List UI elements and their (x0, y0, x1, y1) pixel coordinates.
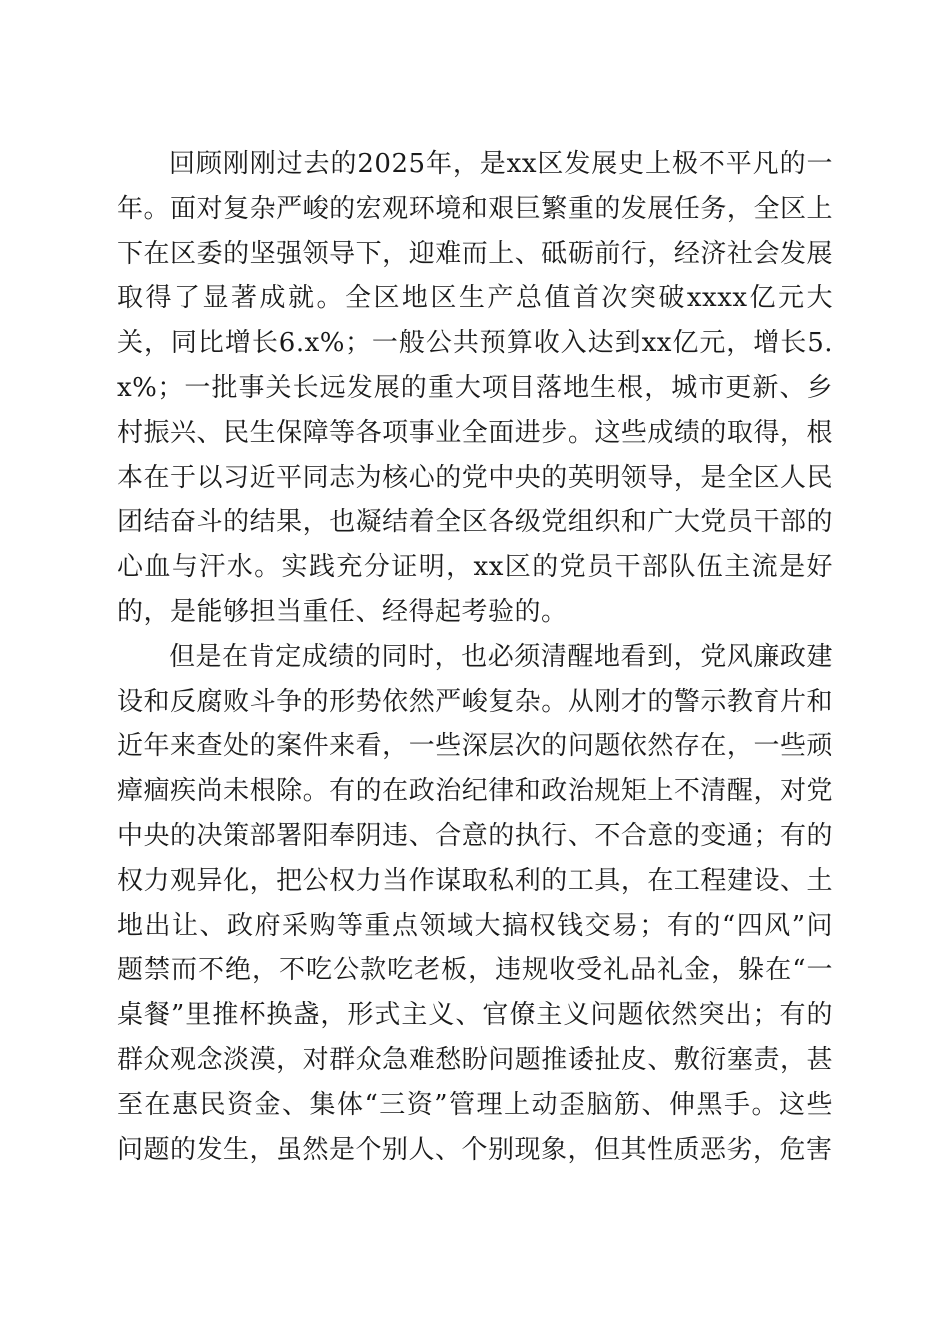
paragraph-2: 但是在肯定成绩的同时，也必须清醒地看到，党风廉政建设和反腐败斗争的形势依然严峻复杂。从刚才的警示教育片和近年来查处的案件来看，一些深层次的问题依然存在，一些顽瘴痼疾尚未根除。有的在政治纪律和政治规矩上不清醒，对党中央的决策部署阳奉阴违、合意的执行、不合意的变通；有的权力观异化，把公权力当作谋取私利的工具，在工程建设、土地出让、政府采购等重点领域大搞权钱交易；有的“四风”问题禁而不绝，不吃公款吃老板，违规收受礼品礼金，躲在“一桌餐”里推杯换盏，形式主义、官僚主义问题依然突出；有的群众观念淡漠，对群众急难愁盼问题推诿扯皮、敷衍塞责，甚至在惠民资金、集体“三资”管理上动歪脑筋、伸黑手。这些问题的发生，虽然是个别人、个别现象，但其性质恶劣，危害 (117, 641, 833, 1165)
paragraph-1: 回顾刚刚过去的2025年，是xx区发展史上极不平凡的一年。面对复杂严峻的宏观环境和艰巨繁重的发展任务，全区上下在区委的坚强领导下，迎难而上、砥砺前行，经济社会发展取得了显著成就。全区地区生产总值首次突破xxxx亿元大关，同比增长6.x%；一般公共预算收入达到xx亿元，增长5.x%；一批事关长远发展的重大项目落地生根，城市更新、乡村振兴、民生保障等各项事业全面进步。这些成绩的取得，根本在于以习近平同志为核心的党中央的英明领导，是全区人民团结奋斗的结果，也凝结着全区各级党组织和广大党员干部的心血与汗水。实践充分证明，xx区的党员干部队伍主流是好的，是能够担当重任、经得起考验的。 (117, 149, 833, 627)
body-text (117, 142, 833, 1172)
